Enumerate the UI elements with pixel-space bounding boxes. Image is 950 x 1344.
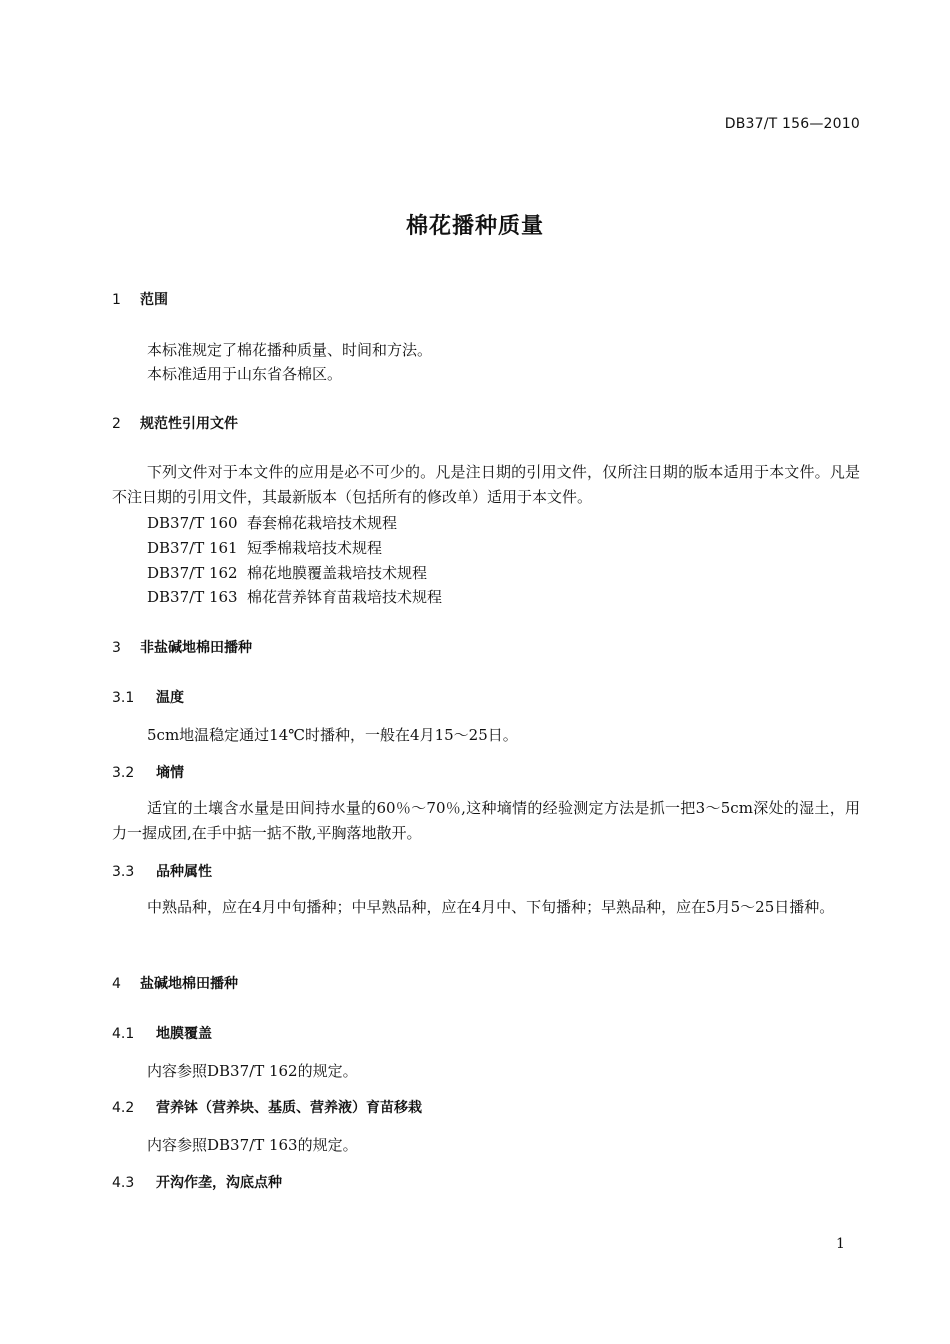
section-number: 2 (112, 416, 121, 432)
reference-code: DB37/T 161 (147, 539, 238, 557)
section-title: 盐碱地棉田播种 (140, 976, 238, 992)
paragraph: 内容参照DB37/T 162的规定。 (147, 1062, 358, 1080)
section-number: 4 (112, 976, 121, 992)
document-title: 棉花播种质量 (405, 214, 544, 239)
subsection-3-3-heading (112, 861, 212, 881)
reference-title: 棉花营养钵育苗栽培技术规程 (247, 588, 443, 606)
paragraph: 内容参照DB37/T 163的规定。 (147, 1136, 358, 1154)
subsection-4-3-heading (112, 1172, 282, 1192)
reference-code: DB37/T 162 (147, 564, 238, 582)
section-2-heading (112, 413, 238, 433)
section-title: 规范性引用文件 (140, 416, 238, 432)
section-title: 范围 (140, 292, 168, 308)
subsection-3-1-heading (112, 687, 184, 707)
subsection-title: 墒情 (156, 765, 184, 781)
page-number: 1 (836, 1236, 845, 1252)
reference-title: 棉花地膜覆盖栽培技术规程 (247, 564, 428, 582)
subsection-title: 地膜覆盖 (156, 1026, 212, 1042)
reference-code: DB37/T 163 (147, 588, 238, 606)
subsection-number: 4.3 (112, 1175, 135, 1191)
paragraph: 下列文件对于本文件的应用是必不可少的。凡是注日期的引用文件，仅所注日期的版本适用于本文件。凡是不注日期的引用文件，其最新版本（包括所有的修改单）适用于本文件。 (112, 463, 860, 506)
subsection-number: 4.1 (112, 1026, 135, 1042)
subsection-number: 3.2 (112, 765, 135, 781)
subsection-title: 品种属性 (156, 864, 212, 880)
subsection-number: 4.2 (112, 1100, 135, 1116)
paragraph: 本标准规定了棉花播种质量、时间和方法。 (147, 341, 433, 359)
reference-code: DB37/T 160 (147, 514, 238, 532)
section-3-heading (112, 637, 252, 657)
reference-item (147, 562, 427, 583)
section-4-heading (112, 973, 238, 993)
subsection-number: 3.3 (112, 864, 135, 880)
reference-item (147, 586, 442, 607)
document-code: DB37/T 156—2010 (724, 116, 860, 132)
subsection-3-2-heading (112, 762, 184, 782)
reference-item (147, 537, 382, 558)
section-number: 1 (112, 292, 121, 308)
paragraph: 本标准适用于山东省各棉区。 (147, 365, 343, 383)
section-number: 3 (112, 640, 121, 656)
reference-item (147, 512, 397, 533)
subsection-4-2-heading (112, 1097, 422, 1117)
section-title: 非盐碱地棉田播种 (140, 640, 252, 656)
paragraph: 中熟品种，应在4月中旬播种；中早熟品种，应在4月中、下旬播种；早熟品种，应在5月5～25日播种。 (147, 898, 835, 916)
paragraph: 5cm地温稳定通过14℃时播种，一般在4月15～25日。 (147, 726, 518, 744)
subsection-number: 3.1 (112, 690, 135, 706)
paragraph: 适宜的土壤含水量是田间持水量的60％～70％,这种墒情的经验测定方法是抓一把3～5cm深处的湿土，用力一握成团,在手中掂一掂不散,平胸落地散开。 (112, 799, 860, 842)
reference-title: 春套棉花栽培技术规程 (247, 514, 398, 532)
reference-title: 短季棉栽培技术规程 (247, 539, 383, 557)
subsection-title: 开沟作垄，沟底点种 (156, 1175, 282, 1191)
subsection-title: 温度 (156, 690, 184, 706)
section-1-heading (112, 289, 168, 309)
subsection-4-1-heading (112, 1023, 212, 1043)
subsection-title: 营养钵（营养块、基质、营养液）育苗移栽 (156, 1100, 422, 1116)
